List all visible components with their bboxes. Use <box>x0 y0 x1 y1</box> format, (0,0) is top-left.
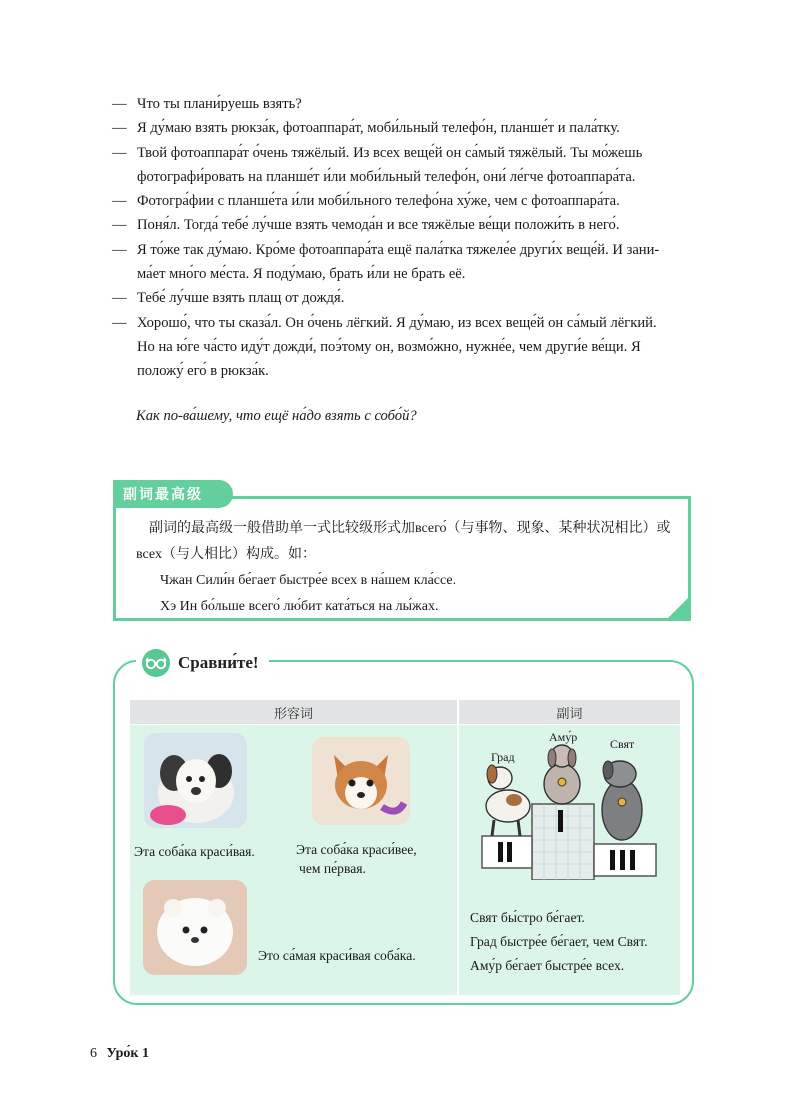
dialogue-dash <box>112 359 137 383</box>
dialogue-dash: — <box>112 120 127 137</box>
dialogue-text: Я то́же так ду́маю. Кро́ме фотоаппара́та ещё пала́тка тяжеле́е други́х веще́й. И зани- <box>137 241 660 258</box>
grammar-example-1: Чжан Сили́н бе́гает быстре́е всех в на́шем кла́ссе. <box>160 573 457 588</box>
caption-2 <box>296 840 417 878</box>
dialogue-text: ма́ет мно́го ме́ста. Я поду́маю, брать и́ли не брать её. <box>137 266 466 283</box>
caption-3: Это са́мая краси́вая соба́ка. <box>258 948 416 963</box>
dialogue-text: Я ду́маю взять рюкза́к, фотоаппара́т, моби́льный телефо́н, планше́т и пала́тку. <box>137 120 620 137</box>
page-number: 6 <box>90 1046 97 1061</box>
dialogue-dash <box>112 165 137 189</box>
lesson-label: Уро́к 1 <box>106 1046 149 1061</box>
dialogue-dash: — <box>112 290 127 307</box>
glasses-icon <box>142 649 170 677</box>
column-header-adverb: 副词 <box>459 700 680 724</box>
grammar-example-2: Хэ Ин бо́льше всего́ лю́бит ката́ться на лы́жах. <box>160 599 439 614</box>
adverb-example-3: Аму́р бе́гает быстре́е всех. <box>470 958 625 973</box>
dialogue-line <box>112 92 712 116</box>
dialogue-dash: — <box>112 314 127 331</box>
compare-title: Сравни́те! <box>178 653 259 672</box>
dialogue-text: фотографи́ровать на планше́т и́ли моби́льный телефо́н, они́ ле́гче фотоаппара́та. <box>137 168 636 185</box>
dialogue-dash: — <box>112 241 127 258</box>
dialogue-text: Фотогра́фии с планше́та и́ли моби́льного телефо́на ху́же, чем с фотоаппара́та. <box>137 193 620 210</box>
white-dog-photo <box>143 880 247 975</box>
dialogue <box>112 92 712 384</box>
compare-title-bar <box>136 648 269 678</box>
adverb-example-1: Свят бы́стро бе́гает. <box>470 910 585 925</box>
dialogue-dash: — <box>112 193 127 210</box>
dialogue-line <box>112 189 712 213</box>
dog-label-svyat: Свят <box>610 737 635 751</box>
dialogue-text: положу́ его́ в рюкза́к. <box>137 363 269 380</box>
dog-label-amur: Аму́р <box>549 730 578 744</box>
dialogue-text: Что ты плани́руешь взять? <box>137 96 302 112</box>
dialogue-dash: — <box>112 144 127 161</box>
dog-label-grad: Град <box>491 750 515 764</box>
dialogue-dash: — <box>112 217 127 234</box>
dialogue-text: Твой фотоаппара́т о́чень тяжёлый. Из всех веще́й он са́мый тяжёлый. Ты мо́жешь <box>137 144 643 161</box>
caption-2-line2: чем пе́рвая. <box>299 861 366 876</box>
dialogue-line <box>112 165 712 189</box>
dialogue-line <box>112 238 712 262</box>
grammar-title: 副词最高级 <box>113 480 233 508</box>
adverb-example-2: Град быстре́е бе́гает, чем Свят. <box>470 934 648 949</box>
dialogue-dash: — <box>112 96 127 112</box>
puppy-photo <box>144 733 247 828</box>
adverb-examples <box>470 906 647 978</box>
dialogue-line <box>112 141 712 165</box>
dialogue-line <box>112 262 712 286</box>
column-header-adjective: 形容词 <box>130 700 457 724</box>
grammar-rule-line2: всех（与人相比）构成。如： <box>136 547 316 562</box>
dialogue-line <box>112 286 712 310</box>
caption-2-line1: Эта соба́ка краси́вее, <box>296 842 417 857</box>
dog-photo-2 <box>312 737 410 825</box>
dialogue-dash <box>112 335 137 359</box>
discussion-question: Как по-ва́шему, что ещё на́до взять с собо́й? <box>136 408 417 424</box>
grammar-text <box>136 516 680 620</box>
dialogue-line <box>112 116 712 140</box>
dialogue-line <box>112 335 712 359</box>
page-footer <box>90 1046 149 1062</box>
dialogue-text: Но на ю́ге ча́сто иду́т дожди́, поэ́тому он, возмо́жно, нужне́е, чем други́е ве́щи. Я <box>137 338 641 355</box>
dialogue-dash <box>112 262 137 286</box>
dialogue-line <box>112 311 712 335</box>
dialogue-text: Хорошо́, что ты сказа́л. Он о́чень лёгкий. Я ду́маю, из всех веще́й он са́мый лёгкий. <box>137 314 657 331</box>
dialogue-text: Тебе́ лу́чше взять плащ от дождя́. <box>137 290 345 307</box>
grammar-rule-line1: 副词的最高级一般借助单一式比较级形式加всего́（与事物、现象、某种状况相比）或 <box>149 521 671 536</box>
dialogue-text: Поня́л. Тогда́ тебе́ лу́чше взять чемода́н и все тяжёлые ве́щи положи́ть в него́. <box>137 217 620 234</box>
dialogue-line <box>112 359 712 383</box>
caption-1: Эта соба́ка краси́вая. <box>134 844 255 859</box>
dialogue-line <box>112 213 712 237</box>
podium-dogs-illustration <box>470 744 670 880</box>
